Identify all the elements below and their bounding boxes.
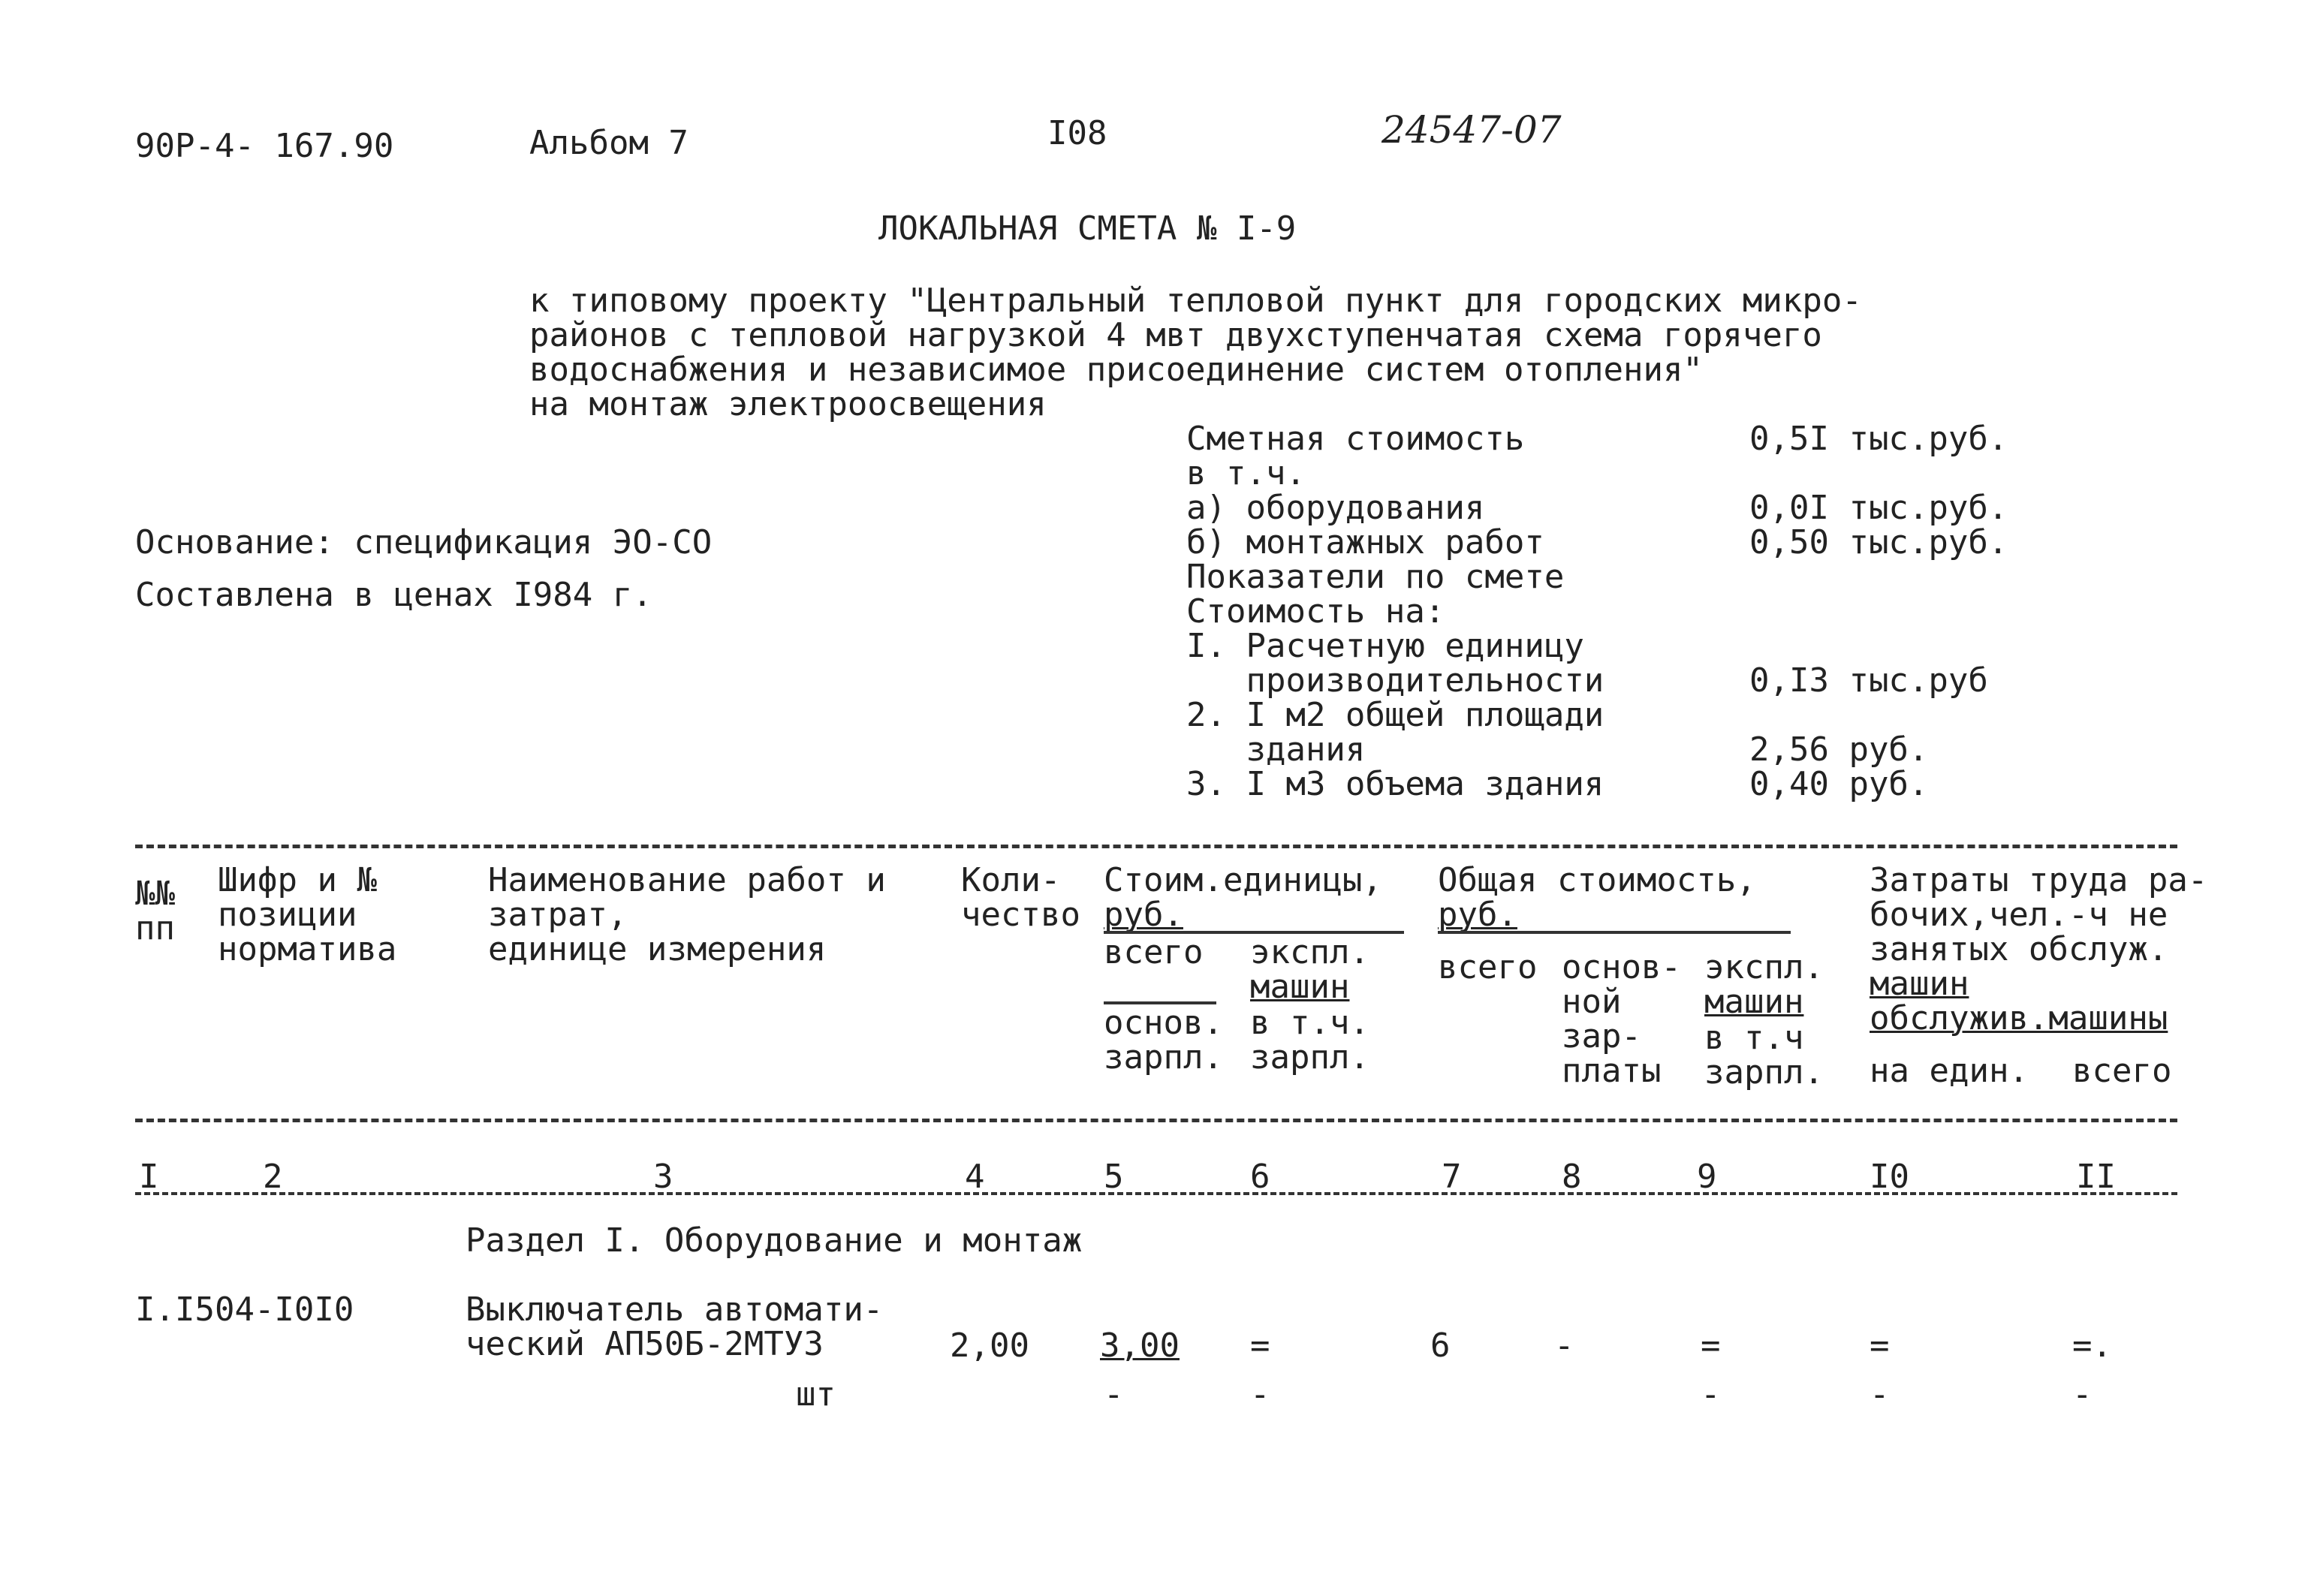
column-number: 4 xyxy=(965,1158,985,1196)
project-line-4: на монтаж электроосвещения xyxy=(529,385,1047,423)
estimated-cost-value: 0,5I тыс.руб. xyxy=(1749,420,2008,458)
col-name-header: Наименование работ и затрат, единице измерения xyxy=(488,861,886,968)
col-labor-unit-header: на един. xyxy=(1870,1052,2029,1090)
column-numbers-rule xyxy=(135,1192,2177,1195)
section-title: Раздел I. Оборудование и монтаж xyxy=(466,1221,1083,1260)
row-name-line-1: Выключатель автомати- xyxy=(466,1290,884,1329)
unit-total-rule xyxy=(1104,1001,1216,1004)
row-base-salary: - xyxy=(1554,1326,1574,1365)
col-mach-salary: в т.ч зарпл. xyxy=(1704,1019,1824,1092)
indicators-label: Показатели по смете xyxy=(1186,558,1565,596)
indicator-3-value: 0,40 руб. xyxy=(1749,765,1929,803)
column-number: 5 xyxy=(1104,1158,1124,1196)
row-labor-total: =. xyxy=(2072,1326,2112,1365)
row-total: 6 xyxy=(1430,1326,1451,1365)
row-code: I.I504-I0I0 xyxy=(135,1290,354,1329)
document-title: ЛОКАЛЬНАЯ СМЕТА № I-9 xyxy=(878,209,1297,248)
page-number: I08 xyxy=(1047,114,1107,152)
equipment-value: 0,0I тыс.руб. xyxy=(1749,489,2008,527)
total-cost-rule xyxy=(1438,931,1791,934)
col-unit-mach-header: экспл. xyxy=(1250,933,1369,971)
project-line-2: районов с тепловой нагрузкой 4 мвт двухступенчатая схема горячего xyxy=(529,316,1822,354)
prices-text: Составлена в ценах I984 г. xyxy=(135,576,652,614)
col-labor-machines: машин xyxy=(1870,965,1969,1003)
column-number: 9 xyxy=(1697,1158,1717,1196)
col-unit-salary-header: основ. зарпл. xyxy=(1104,1004,1223,1077)
indicator-1-line-2: производительности xyxy=(1186,661,1604,700)
col-labor-header: Затраты труда ра- бочих,чел.-ч не занятых обслуж. xyxy=(1870,861,2208,968)
column-number: I0 xyxy=(1870,1158,1909,1196)
indicator-3-line-1: 3. I м3 объема здания xyxy=(1186,765,1604,803)
col-labor-total-header: всего xyxy=(2072,1052,2172,1090)
col-labor-serv-machines: обслужив.машины xyxy=(1870,999,2168,1037)
column-number: 8 xyxy=(1562,1158,1582,1196)
row-qty: 2,00 xyxy=(950,1326,1029,1365)
row-labor-unit: = xyxy=(1870,1326,1890,1365)
column-number: 7 xyxy=(1442,1158,1462,1196)
col-mach-machines: машин xyxy=(1704,983,1804,1021)
project-line-3: водоснабжения и независимое присоединение систем отопления" xyxy=(529,351,1703,389)
column-number: 6 xyxy=(1250,1158,1270,1196)
equipment-label: а) оборудования xyxy=(1186,489,1485,527)
cost-per-label: Стоимость на: xyxy=(1186,592,1445,631)
col-unit-mach-machines: машин xyxy=(1250,968,1350,1006)
row-sub-labor-unit: - xyxy=(1870,1375,1890,1414)
column-number: II xyxy=(2076,1158,2116,1196)
row-sub-unit-mach: - xyxy=(1250,1375,1270,1414)
album-label: Альбом 7 xyxy=(529,124,688,162)
row-unit-total: 3,00 xyxy=(1100,1326,1180,1365)
row-mach: = xyxy=(1701,1326,1721,1365)
column-number: 2 xyxy=(263,1158,283,1196)
row-sub-mach: - xyxy=(1701,1375,1721,1414)
estimated-cost-label: Сметная стоимость xyxy=(1186,420,1525,458)
col-total-cost-header: Общая стоимость, xyxy=(1438,861,1756,899)
col-mach-header: экспл. xyxy=(1704,948,1824,986)
row-sub-labor-total: - xyxy=(2072,1375,2093,1414)
col-unit-total-header: всего xyxy=(1104,933,1204,971)
indicator-2-value: 2,56 руб. xyxy=(1749,730,1929,769)
row-name-line-2: ческий АП50Б-2МТУЗ xyxy=(466,1325,824,1363)
col-base-salary-header: основ- ной зар- платы xyxy=(1562,948,1681,1090)
document-code: 90Р-4- 167.90 xyxy=(135,127,394,165)
col-unit-cost-rub: руб. xyxy=(1104,896,1183,934)
col-unit-cost-header: Стоим.единицы, xyxy=(1104,861,1382,899)
installation-value: 0,50 тыс.руб. xyxy=(1749,523,2008,562)
indicator-1-value: 0,I3 тыс.руб xyxy=(1749,661,1988,700)
row-unit-mach: = xyxy=(1250,1326,1270,1365)
col-unit-mach-salary: в т.ч. зарпл. xyxy=(1250,1004,1369,1077)
indicator-1-line-1: I. Расчетную единицу xyxy=(1186,627,1584,665)
indicator-2-line-2: здания xyxy=(1186,730,1366,769)
col-total-header: всего xyxy=(1438,948,1538,986)
header-bottom-rule xyxy=(135,1119,2177,1122)
basis-text: Основание: спецификация ЭО-СО xyxy=(135,523,713,562)
column-number: 3 xyxy=(653,1158,673,1196)
indicator-2-line-1: 2. I м2 общей площади xyxy=(1186,696,1604,734)
col-number-header: №№ пп xyxy=(135,875,175,947)
column-number: I xyxy=(139,1158,159,1196)
including-label: в т.ч. xyxy=(1186,454,1306,492)
handwritten-number: 24547-07 xyxy=(1381,108,1562,152)
project-line-1: к типовому проекту "Центральный тепловой пункт для городских микро- xyxy=(529,282,1862,320)
row-unit: шт xyxy=(796,1375,836,1414)
header-top-rule xyxy=(135,845,2177,848)
col-code-header: Шифр и № позиции норматива xyxy=(218,861,397,968)
row-sub-unit-total: - xyxy=(1104,1375,1124,1414)
installation-label: б) монтажных работ xyxy=(1186,523,1544,562)
col-total-cost-rub: руб. xyxy=(1438,896,1517,934)
col-qty-header: Коли- чество xyxy=(961,861,1080,934)
